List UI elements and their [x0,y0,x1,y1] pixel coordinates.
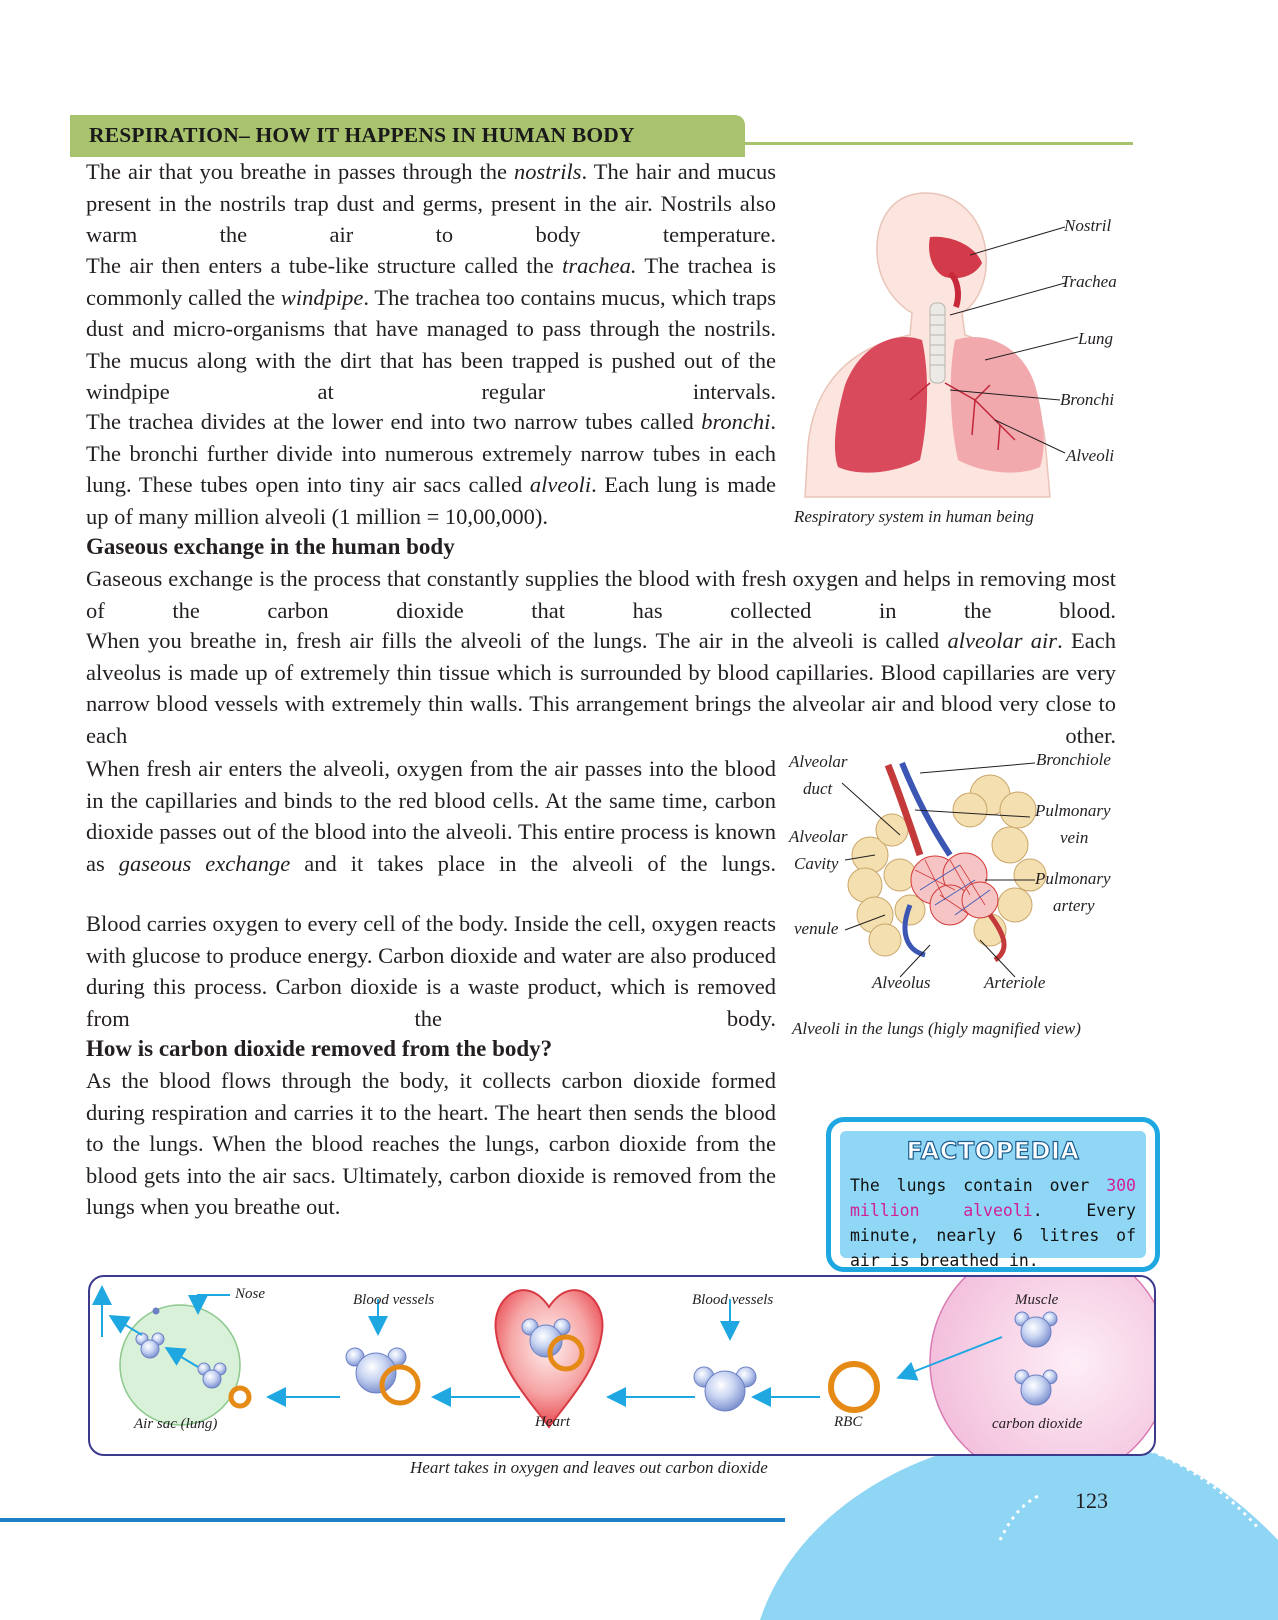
flow-label-carbon-dioxide: carbon dioxide [992,1416,1083,1432]
factopedia-inner [840,1131,1146,1270]
label-alveolar-duct-2: duct [803,779,833,798]
label-bronchiole: Bronchiole [1036,750,1111,769]
gaseous-paragraph-1: Gaseous exchange is the process that constantly supplies the blood with fresh oxygen and helps in removing most of the carbon dioxide that has collected in the blood. [86,566,1116,623]
section-title: RESPIRATION– HOW IT HAPPENS IN HUMAN BODY [89,123,635,147]
alveoli-leader-lines [790,755,1125,980]
factopedia-box [826,1117,1160,1272]
label-alveoli: Alveoli [1066,446,1115,465]
gaseous-paragraph-4: Blood carries oxygen to every cell of the body. Inside the cell, oxygen reacts with glucose to produce energy. Carbon dioxide and water are also produced during this process. Carbon dioxide is a waste product, which is removed from the body. [86,911,776,1031]
label-pulmonary-artery-1: Pulmonary [1035,869,1111,888]
respiratory-figure-caption: Respiratory system in human being [794,507,1034,526]
label-arteriole: Arteriole [984,973,1046,992]
gaseous-paragraph-3: When fresh air enters the alveoli, oxygen from the air passes into the blood in the capillaries and binds to the red blood cells. At the same time, carbon dioxide passes out of the blood into the alveoli. This entire process is known as gaseous exchange and it takes place in the alveoli of the lungs. [86,756,776,876]
label-pulmonary-artery-2: artery [1053,896,1095,915]
intro-paragraph-2: The air then enters a tube-like structure called the trachea. The trachea is commonly called the windpipe. The trachea too contains mucus, which traps dust and micro-organisms that have managed to pass through the nostrils. The mucus along with the dirt that has been trapped is pushed out of the windpipe at regular intervals. [86,253,776,404]
label-alveolar-duct-1: Alveolar [789,752,848,771]
label-alveolar-cavity-1: Alveolar [789,827,848,846]
flow-label-heart: Heart [535,1414,570,1430]
gaseous-paragraph-2: When you breathe in, fresh air fills the alveoli of the lungs. The air in the alveoli is called alveolar air. Each alveolus is made up of extremely thin tissue which is surrounded by blood capillaries. Blood capillaries are very narrow blood vessels with extremely thin walls. This arrangement brings the alveolar air and blood very close to each other. [86,628,1116,748]
flow-label-muscle: Muscle [1015,1292,1059,1308]
banner-rule [745,142,1133,145]
flow-label-rbc: RBC [834,1414,863,1430]
intro-paragraph-1: The air that you breathe in passes through the nostrils. The hair and mucus present in the nostrils trap dust and germs, present in the air. Nostrils also warm the air to body temperature. [86,159,776,247]
section-title-banner [70,115,745,157]
co2-removal-heading: How is carbon dioxide removed from the body? [86,1036,553,1061]
flow-label-blood-vessels-1: Blood vessels [353,1292,435,1308]
intro-paragraph-3: The trachea divides at the lower end into two narrow tubes called bronchi. The bronchi further divide into numerous extremely narrow tubes in each lung. These tubes open into tiny air sacs called alveoli. Each lung is made up of many million alveoli (1 million = 10,00,000). [86,409,776,529]
label-nostril: Nostril [1064,216,1112,235]
label-bronchi: Bronchi [1060,390,1115,409]
alveoli-figure-caption: Alveoli in the lungs (higly magnified view) [792,1019,1081,1038]
flow-label-blood-vessels-2: Blood vessels [692,1292,774,1308]
label-lung: Lung [1078,329,1113,348]
flow-label-air-sac: Air sac (lung) [134,1416,218,1432]
label-pulmonary-vein-1: Pulmonary [1035,801,1111,820]
gaseous-exchange-heading: Gaseous exchange in the human body [86,534,455,559]
flow-diagram-caption: Heart takes in oxygen and leaves out carbon dioxide [410,1458,768,1477]
flow-label-nose: Nose [235,1286,265,1302]
co2-flow-diagram [88,1275,1156,1456]
label-pulmonary-vein-2: vein [1060,828,1089,847]
page-number: 123 [1075,1488,1108,1513]
co2-paragraph: As the blood flows through the body, it collects carbon dioxide formed during respiration and carries it to the heart. The heart then sends the blood to the lungs. When the blood reaches the lungs, carbon dioxide from the blood gets into the air sacs. Ultimately, carbon dioxide is removed from the lungs when you breathe out. [86,1068,776,1219]
label-alveolar-cavity-2: Cavity [794,854,839,873]
label-trachea: Trachea [1061,272,1117,291]
label-alveolus: Alveolus [872,973,931,992]
bottom-rule [0,1518,785,1522]
label-venule: venule [794,919,839,938]
factopedia-text: The lungs contain over 300 million alveoli. Every minute, nearly 6 litres of air is breathed in. [850,1176,1136,1270]
factopedia-title: FACTOPEDIA [906,1137,1080,1165]
